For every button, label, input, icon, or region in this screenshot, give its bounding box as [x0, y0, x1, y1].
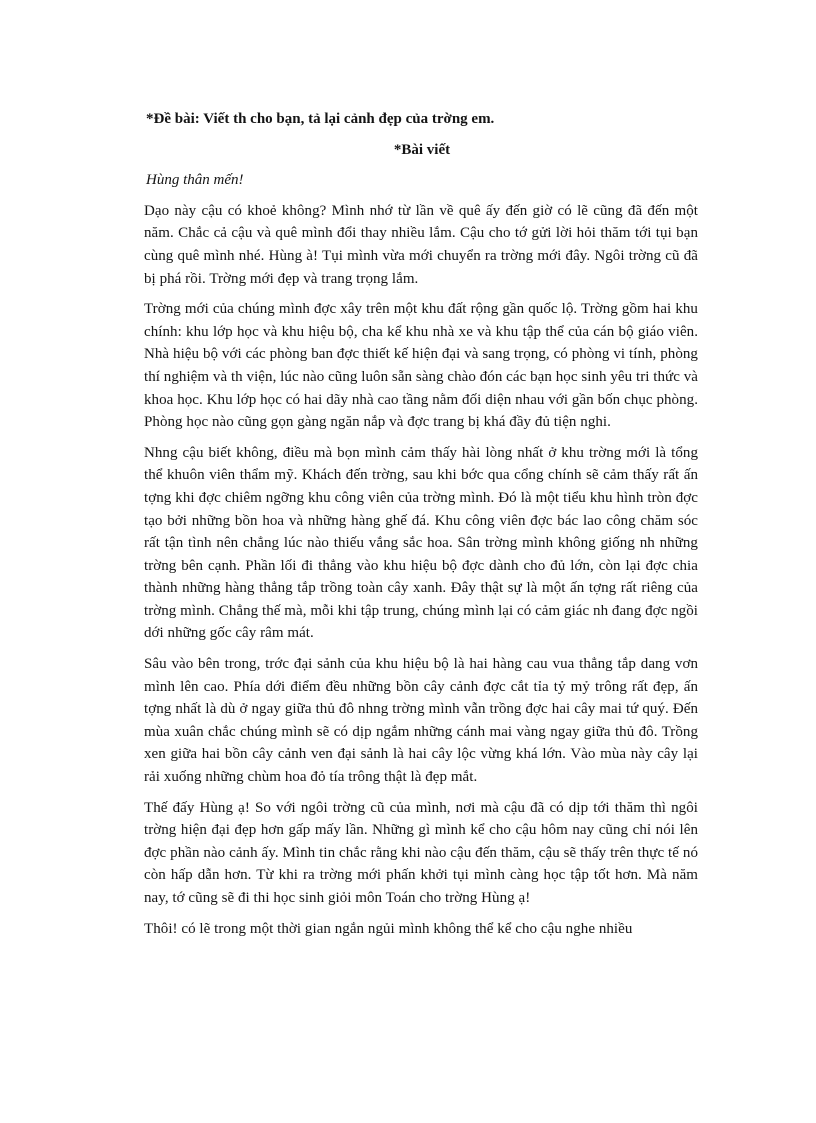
- body-paragraph-5: Thế đấy Hùng ạ! So với ngôi trờng cũ của mình, nơi mà cậu đã có dịp tới thăm thì ngôi trờng hiện đại đẹp hơn gấp mấy lần. Những gì mình kể cho cậu hôm nay cũng chỉ nói lên đợc phần nào cảnh ấy. Mình tin chắc rằng khi nào cậu đến thăm, cậu sẽ thấy trên thực tế nó còn hấp dẫn hơn. Từ khi ra trờng mới phấn khởi tụi mình càng học tập tốt hơn. Mà năm nay, tớ cũng sẽ đi thi học sinh giỏi môn Toán cho trờng Hùng ạ!: [144, 799, 698, 906]
- body-paragraph-4: Sâu vào bên trong, trớc đại sảnh của khu hiệu bộ là hai hàng cau vua thẳng tắp dang vơn mình lên cao. Phía dới điểm đều những bồn cây cảnh đợc cắt tỉa tỷ mỷ trông rất đẹp, ấn tợng nhất là dù ở ngay giữa thủ đô nhng trờng mình vẫn trồng đợc hai cây mai tứ quý. Đến mùa xuân chắc chúng mình sẽ có dịp ngắm những cánh mai vàng ngay giữa thủ đô. Trồng xen giữa hai bồn cây cảnh ven đại sảnh là hai cây lộc vừng khá lớn. Vào mùa này cây lại rải xuống những chùm hoa đỏ tía trông thật là đẹp mắt.: [144, 656, 698, 786]
- assignment-title: *Đề bài: Viết th cho bạn, tả lại cảnh đẹp của trờng em.: [146, 111, 495, 127]
- body-paragraph-2: Trờng mới của chúng mình đợc xây trên một khu đất rộng gần quốc lộ. Trờng gồm hai khu chính: khu lớp học và khu hiệu bộ, cha kể khu nhà xe và khu tập thể của cán bộ giáo viên. Nhà hiệu bộ với các phòng ban đợc thiết kế hiện đại và sang trọng, có phòng vi tính, phòng thí nghiệm và th viện, lúc nào cũng luôn sẵn sàng chào đón các bạn học sinh yêu tri thức và khoa học. Khu lớp học có hai dãy nhà cao tầng nằm đối diện nhau với gần bốn chục phòng. Phòng học nào cũng gọn gàng ngăn nắp và đợc trang bị khá đầy đủ tiện nghi.: [144, 301, 698, 431]
- body-paragraph-1: Dạo này cậu có khoẻ không? Mình nhớ từ lần về quê ấy đến giờ có lẽ cũng đã đến một năm. Chắc cả cậu và quê mình đổi thay nhiều lắm. Cậu cho tớ gửi lời hỏi thăm tới tụi bạn cùng quê mình nhé. Hùng à! Tụi mình vừa mới chuyển ra trờng mới đây. Ngôi trờng cũ đã bị phá rồi. Trờng mới đẹp và trang trọng lắm.: [144, 202, 698, 287]
- document-page: [146, 100, 698, 940]
- body-paragraph-6: Thôi! có lẽ trong một thời gian ngắn ngủi mình không thể kể cho cậu nghe nhiều: [144, 920, 633, 937]
- letter-greeting: Hùng thân mến!: [146, 172, 244, 189]
- body-paragraph-3: Nhng cậu biết không, điều mà bọn mình cảm thấy hài lòng nhất ở khu trờng mới là tổng thể khuôn viên thẩm mỹ. Khách đến trờng, sau khi bớc qua cổng chính sẽ cảm thấy rất ấn tợng khi đợc chiêm ngỡng khu công viên của trờng mình. Đó là một tiểu khu hình tròn đợc tạo bởi những bồn hoa và những hàng ghế đá. Khu công viên đợc bác lao công chăm sóc rất tận tình nên chẳng lúc nào thiếu vắng sắc hoa. Sân trờng mình không giống nh những trờng bên cạnh. Phần lối đi thẳng vào khu hiệu bộ đợc dành cho đủ lớn, còn lại đợc chia thành những hàng thẳng tắp trồng toàn cây xanh. Đây thật sự là một ấn tợng rất riêng của trờng mình. Chẳng thế mà, mỗi khi tập trung, chúng mình lại có cảm giác nh đang đợc ngồi dới những gốc cây râm mát.: [144, 444, 698, 642]
- essay-heading: *Bài viết: [393, 141, 451, 158]
